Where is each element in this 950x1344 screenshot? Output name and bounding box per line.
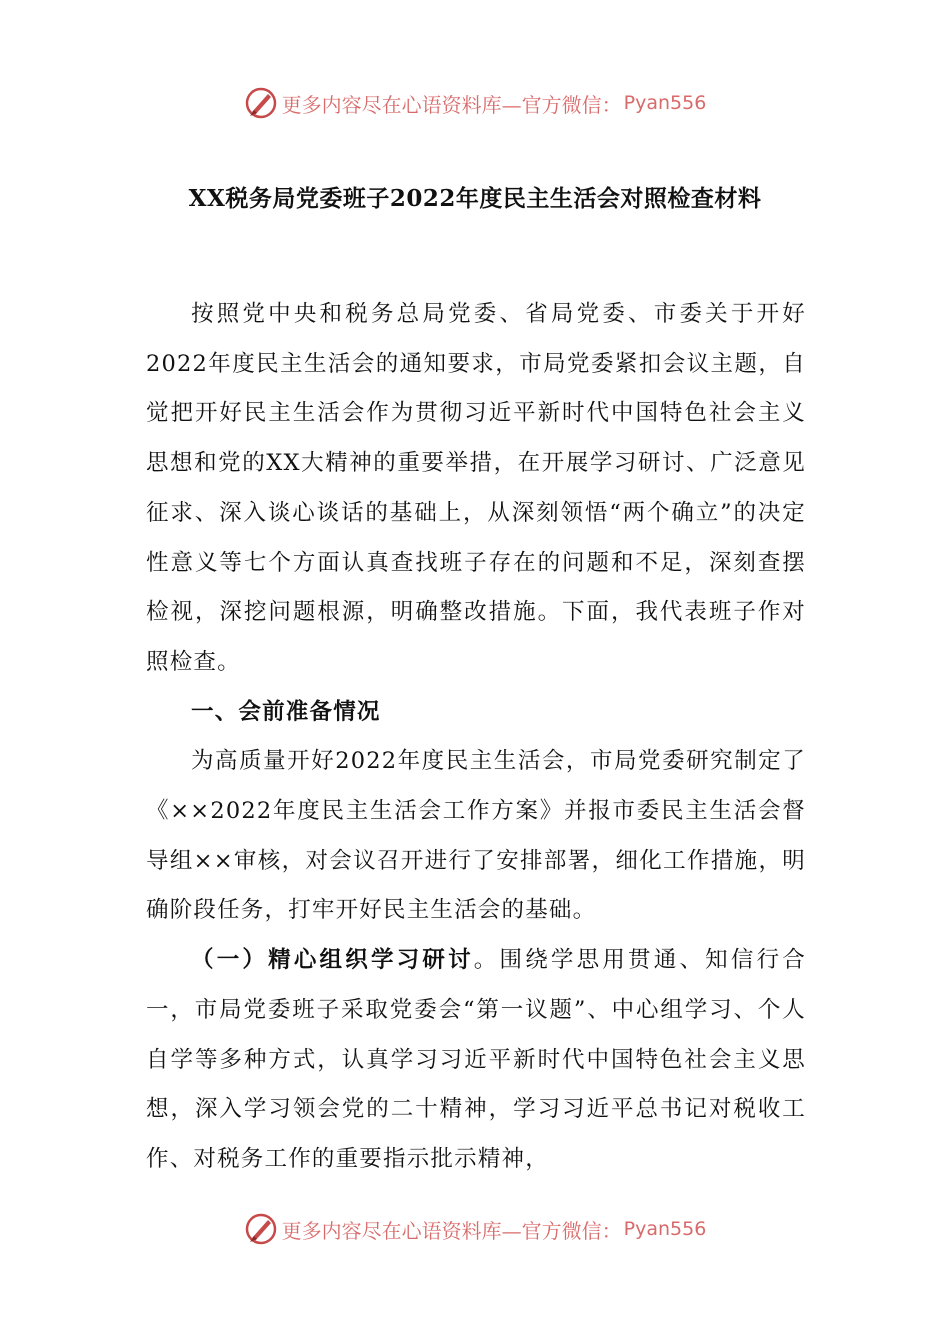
watermark-text: 更多内容尽在心语资料库—官方微信： [281,92,622,117]
watermark-banner-top [0,83,950,123]
subsection-lead: （一）精心组织学习研讨 [191,947,474,974]
watermark-banner-bottom [0,1209,950,1249]
pen-logo-icon [244,1212,278,1246]
subsection-paragraph-1 [146,936,806,1185]
section-heading-1: 一、会前准备情况 [191,698,381,725]
subsection-text: 。围绕学思用贯通、知信行合一，市局党委班子采取党委会“第一议题”、中心组学习、个人自学等多种方式，认真学习习近平新时代中国特色社会主义思想，深入学习领会党的二十精神，学习习近平总书记对税收工作、对税务工作的重要指示批示精神， [146,947,806,1172]
section-paragraph-1: 为高质量开好2022年度民主生活会，市局党委研究制定了《××2022年度民主生活会工作方案》并报市委民主生活会督导组××审核，对会议召开进行了安排部署，细化工作措施，明确阶段任务，打牢开好民主生活会的基础。 [146,748,806,924]
document-title: XX税务局党委班子2022年度民主生活会对照检查材料 [188,185,762,212]
pen-logo-icon [244,86,278,120]
watermark-text: 更多内容尽在心语资料库—官方微信： [281,1218,622,1243]
document-body [146,290,806,1185]
intro-paragraph: 按照党中央和税务总局党委、省局党委、市委关于开好2022年度民主生活会的通知要求，市局党委紧扣会议主题，自觉把开好民主生活会作为贯彻习近平新时代中国特色社会主义思想和党的XX大精神的重要举措，在开展学习研讨、广泛意见征求、深入谈心谈话的基础上，从深刻领悟“两个确立”的决定性意义等七个方面认真查找班子存在的问题和不足，深刻查摆检视，深挖问题根源，明确整改措施。下面，我代表班子作对照检查。 [146,301,806,675]
watermark-wechat-id: Pyan556 [623,92,707,114]
watermark-wechat-id: Pyan556 [623,1218,707,1240]
